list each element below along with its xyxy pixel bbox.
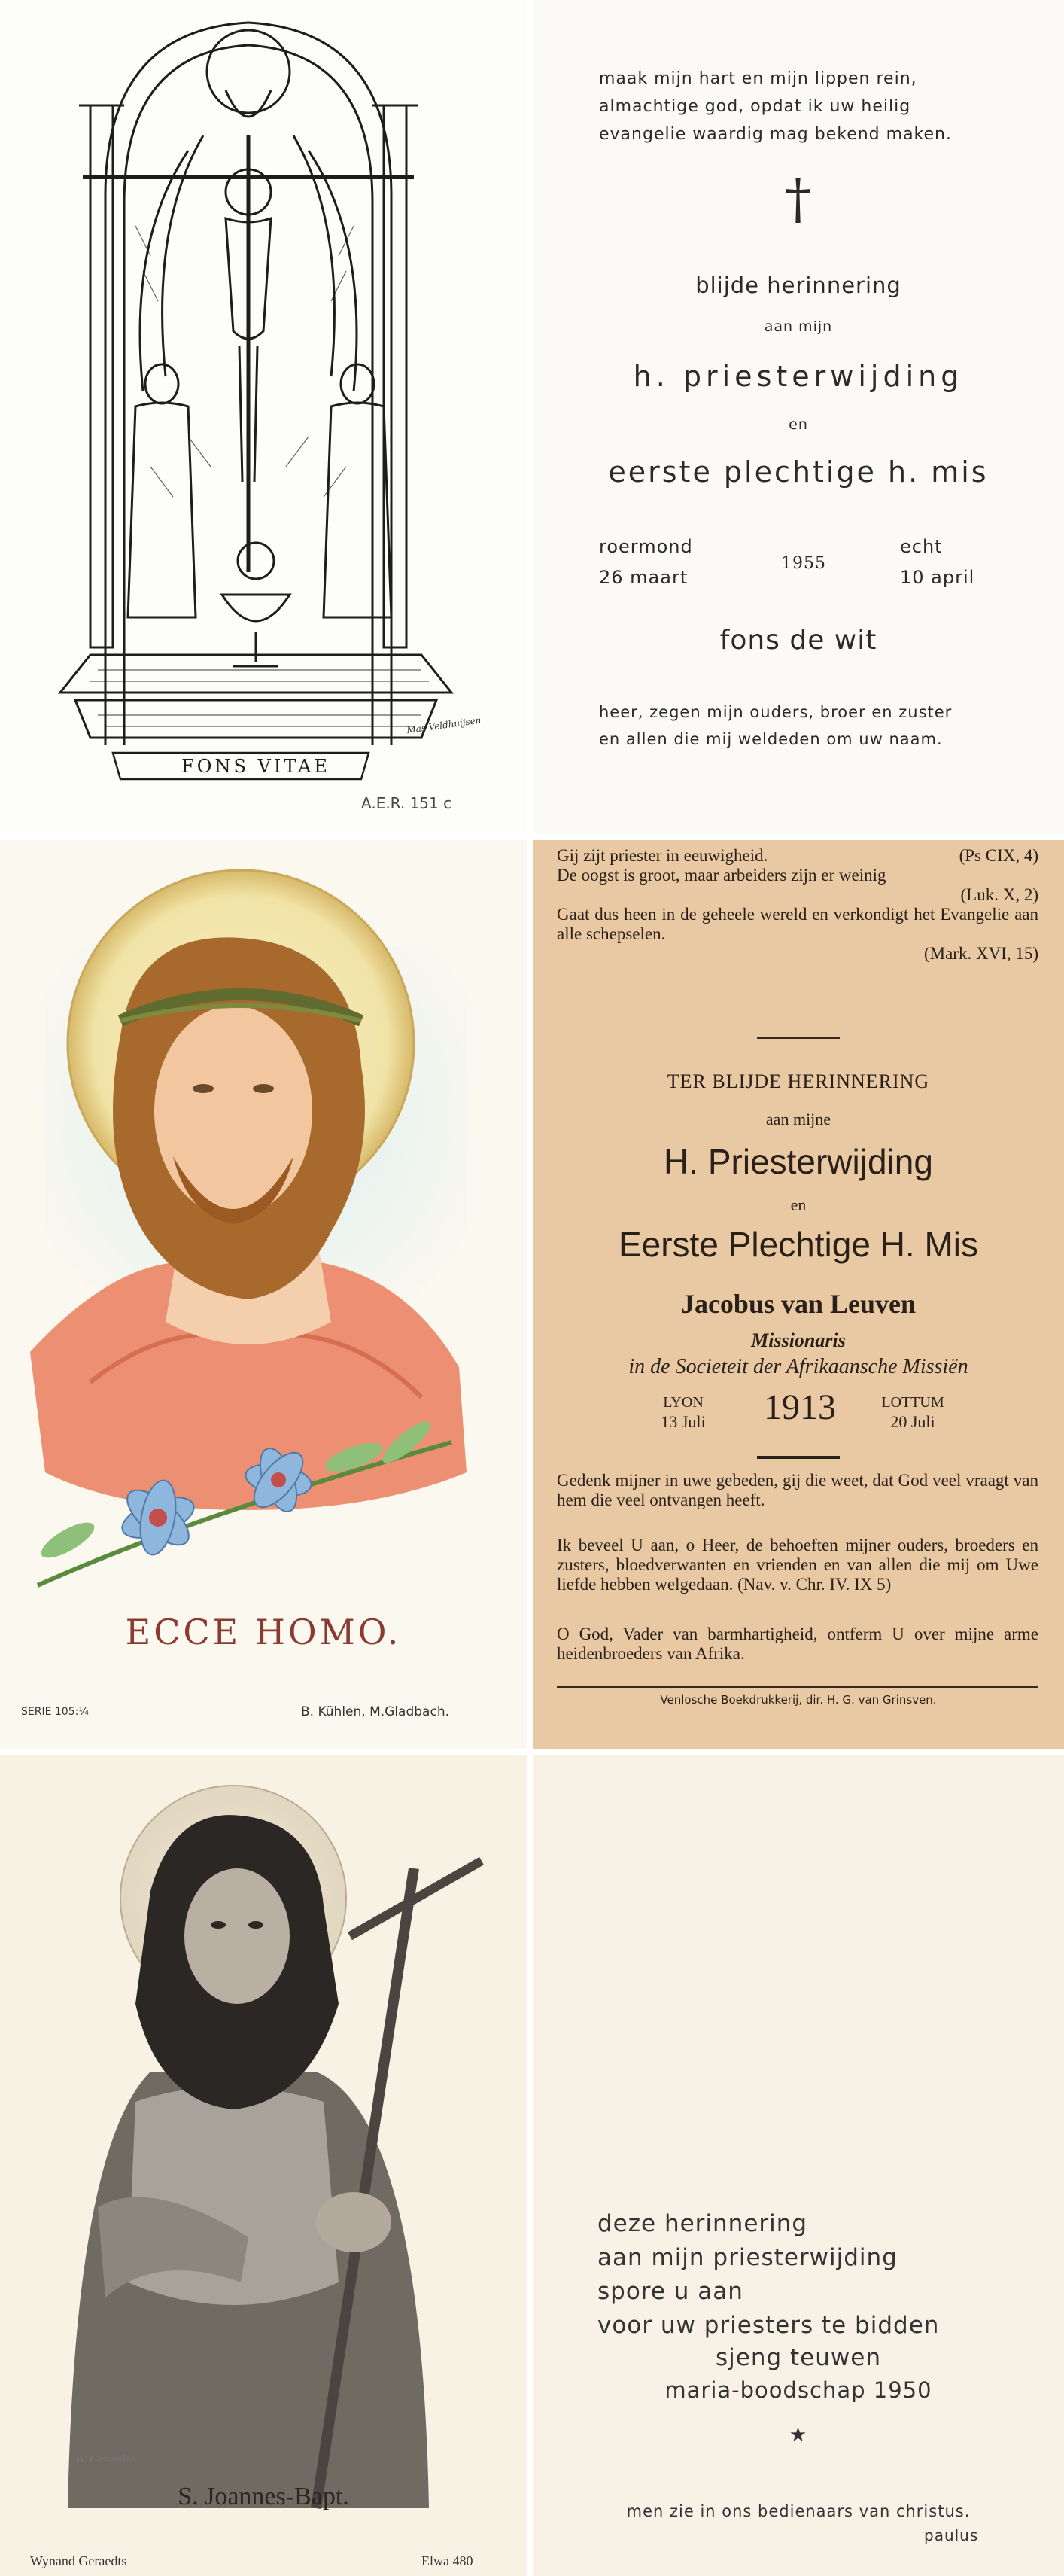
series-number: SERIE 105:¼	[21, 1706, 89, 1718]
artist-name: Wynand Geraedts	[30, 2553, 127, 2568]
prayer-1: Gedenk mijner in uwe gebeden, gij die weet, dat God veel vraagt van hem die veel ontvangen heeft.	[557, 1471, 1038, 1509]
cross-symbol: †	[784, 167, 813, 230]
place-left: roermond	[599, 536, 693, 557]
prayer-2	[557, 1536, 1038, 1594]
john-the-baptist-painting	[0, 1755, 527, 2576]
verse-text: Gaat dus heen in de geheele wereld en verkondigt het Evangelie aan alle schepselen.	[557, 905, 1038, 943]
society: in de Societeit der Afrikaansche Missiën	[628, 1355, 968, 1378]
scripture-quote: men zie in ons bedienaars van christus.	[626, 2502, 971, 2520]
en: en	[790, 1195, 807, 1214]
divider	[757, 1037, 840, 1039]
card3-front	[0, 1755, 527, 2576]
card1-back	[533, 0, 1064, 834]
date-right: 20 Juli	[890, 1412, 935, 1431]
fons-vitae-engraving	[0, 0, 527, 834]
verse-1	[557, 846, 1038, 866]
prayer-text: Ik beveel U aan, o Heer, de behoeften mijner ouders, broeders en zusters, bloedverwanten en vrienden en van allen die mij om Uwe liefde hebben welgedaan.	[557, 1536, 1038, 1594]
aan-mijne: aan mijne	[765, 1110, 831, 1128]
dedication-line: spore u aan	[597, 2278, 743, 2305]
card2-front	[0, 840, 527, 1749]
card1-front	[0, 0, 527, 834]
publisher: B. Kühlen, M.Gladbach.	[301, 1704, 449, 1719]
verse-line: almachtige god, opdat ik uw heilig	[599, 97, 911, 116]
date-left: 26 maart	[599, 567, 689, 588]
dedication	[597, 2207, 1049, 2343]
year: 1955	[781, 554, 826, 573]
date-right: 10 april	[900, 567, 975, 588]
quote-author: paulus	[924, 2526, 979, 2544]
verse-2	[557, 866, 1038, 905]
saint-title: S. Joannes-Bapt.	[178, 2483, 349, 2511]
closing-line: en allen die mij weldeden om uw naam.	[599, 730, 943, 748]
ecce-homo-title: ECCE HOMO.	[125, 1612, 402, 1652]
artist-signature: W. Geraedts	[75, 2454, 135, 2465]
dedication-line: deze herinnering	[597, 2210, 808, 2237]
event-eerste-mis: eerste plechtige h. mis	[608, 455, 989, 489]
year: 1913	[764, 1387, 836, 1427]
closing-prayer	[599, 699, 1050, 753]
star-ornament: ★	[789, 2424, 808, 2447]
aan-mijn: aan mijn	[764, 318, 833, 335]
prayer-ref: (Nav. v. Chr. IV. IX 5)	[737, 1575, 892, 1594]
event-priesterwijding: h. priesterwijding	[633, 360, 964, 393]
divider	[757, 1456, 840, 1459]
priest-name: Jacobus van Leuven	[680, 1289, 917, 1319]
priest-name: fons de wit	[719, 625, 877, 656]
en: en	[789, 416, 808, 433]
verse-ref: (Mark. XVI, 15)	[923, 944, 1038, 963]
divider	[557, 1686, 1038, 1688]
ordination-date: maria-boodschap 1950	[664, 2377, 932, 2403]
card-code: A.E.R. 151 c	[361, 794, 452, 812]
prayer-3: O God, Vader van barmhartigheid, ontferm U over mijne arme heidenbroeders van Afrika.	[557, 1624, 1038, 1663]
place-right: echt	[900, 536, 943, 557]
place-right: LOTTUM	[881, 1394, 944, 1411]
closing-line: heer, zegen mijn ouders, broer en zuster	[599, 703, 953, 721]
artist-signature: Mas Veldhuijsen	[406, 714, 482, 736]
verses	[557, 846, 1038, 964]
heading: TER BLIJDE HERINNERING	[667, 1070, 930, 1092]
card3-back	[533, 1755, 1064, 2576]
printer: Venlosche Boekdrukkerij, dir. H. G. van Grinsven.	[660, 1693, 937, 1707]
fons-vitae-motto: FONS VITAE	[181, 756, 330, 777]
verse-ref: (Ps CIX, 4)	[959, 846, 1038, 865]
verse-line: maak mijn hart en mijn lippen rein,	[599, 69, 917, 88]
card-code: Elwa 480	[421, 2553, 473, 2568]
date-left: 13 Juli	[661, 1412, 706, 1431]
priest-name: sjeng teuwen	[716, 2344, 881, 2371]
dedication-line: aan mijn priesterwijding	[597, 2244, 898, 2271]
verse-line: evangelie waardig mag bekend maken.	[599, 125, 952, 144]
role: Missionaris	[751, 1329, 846, 1351]
event-priesterwijding: H. Priesterwijding	[664, 1142, 933, 1181]
heading: blijde herinnering	[695, 273, 901, 298]
opening-verse	[599, 65, 1020, 148]
place-left: LYON	[663, 1394, 704, 1411]
verse-text: De oogst is groot, maar arbeiders zijn er weinig	[557, 866, 886, 885]
verse-3	[557, 905, 1038, 964]
verse-text: Gij zijt priester in eeuwigheid.	[557, 846, 768, 865]
verse-ref: (Luk. X, 2)	[960, 885, 1038, 904]
card2-back	[533, 840, 1064, 1749]
event-eerste-mis: Eerste Plechtige H. Mis	[618, 1225, 979, 1264]
dedication-line: voor uw priesters te bidden	[597, 2312, 940, 2339]
